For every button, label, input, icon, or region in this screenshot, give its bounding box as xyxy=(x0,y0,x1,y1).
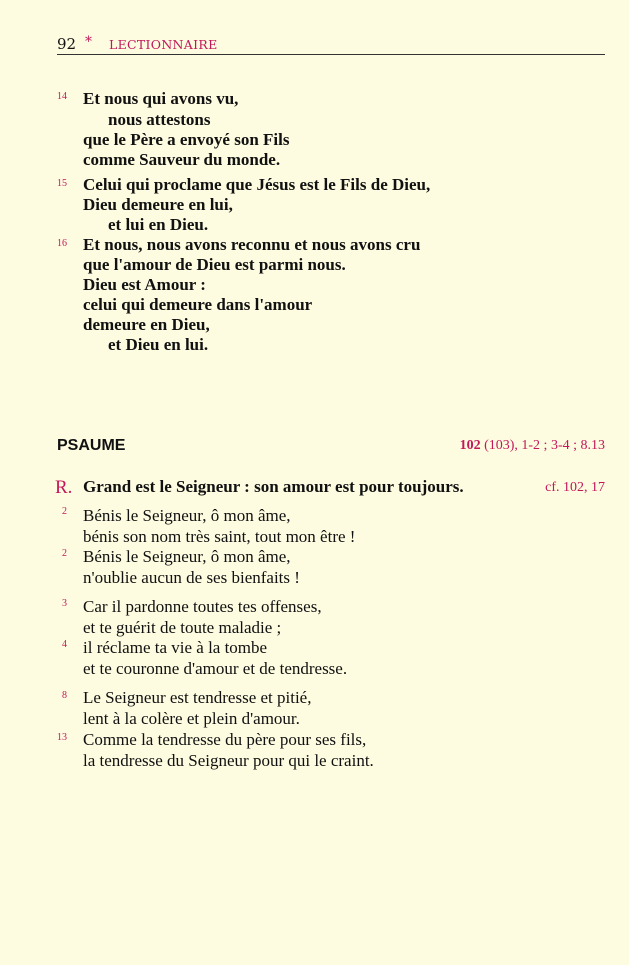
psalm-reference xyxy=(460,438,605,454)
refrain-symbol: R. xyxy=(55,477,73,498)
verse-number: 4 xyxy=(62,639,67,650)
page-number: 92 xyxy=(57,35,77,53)
psalm-line: lent à la colère et plein d'amour. xyxy=(83,709,300,728)
reading-line: comme Sauveur du monde. xyxy=(83,150,281,169)
reading-line: Et nous qui avons vu, xyxy=(83,89,239,108)
running-title: LECTIONNAIRE xyxy=(109,37,218,52)
psalm-ref-main: 102 xyxy=(459,438,481,453)
verse-number: 2 xyxy=(62,506,67,517)
reading-line: et Dieu en lui. xyxy=(108,335,209,354)
psalm-line: et te couronne d'amour et de tendresse. xyxy=(83,659,348,678)
verse-number: 8 xyxy=(62,690,67,701)
psalm-line: il réclame ta vie à la tombe xyxy=(83,638,268,657)
verse-number: 14 xyxy=(57,91,67,102)
reading-line: Dieu est Amour : xyxy=(83,275,206,294)
psalm-line: Bénis le Seigneur, ô mon âme, xyxy=(83,547,291,566)
psalm-line: la tendresse du Seigneur pour qui le craint. xyxy=(83,751,374,770)
reading-line: Et nous, nous avons reconnu et nous avons cru xyxy=(83,235,421,254)
refrain-reference: cf. 102, 17 xyxy=(545,480,605,495)
psalm-line: n'oublie aucun de ses bienfaits ! xyxy=(83,568,300,587)
verse-number: 2 xyxy=(62,548,67,559)
section-title: PSAUME xyxy=(57,437,126,454)
verse-number: 13 xyxy=(57,732,67,743)
reading-line: demeure en Dieu, xyxy=(83,315,210,334)
verse-number: 15 xyxy=(57,178,67,189)
reading-line: Dieu demeure en lui, xyxy=(83,195,233,214)
verse-number: 16 xyxy=(57,238,67,249)
reading-line: que le Père a envoyé son Fils xyxy=(83,130,290,149)
reading-line: que l'amour de Dieu est parmi nous. xyxy=(83,255,346,274)
psalm-line: Comme la tendresse du père pour ses fils, xyxy=(83,730,367,749)
psalm-ref-rest: (103), 1-2 ; 3-4 ; 8.13 xyxy=(484,438,605,453)
psalm-line: Le Seigneur est tendresse et pitié, xyxy=(83,688,312,707)
psalm-line: et te guérit de toute maladie ; xyxy=(83,618,282,637)
reading-line: et lui en Dieu. xyxy=(108,215,209,234)
psalm-line: bénis son nom très saint, tout mon être ! xyxy=(83,527,356,546)
reading-line: nous attestons xyxy=(108,110,211,129)
refrain-text: Grand est le Seigneur : son amour est pour toujours. xyxy=(83,477,464,496)
psalm-line: Bénis le Seigneur, ô mon âme, xyxy=(83,506,291,525)
verse-number: 3 xyxy=(62,598,67,609)
asterisk-mark: * xyxy=(85,34,92,50)
page-header xyxy=(57,32,605,55)
reading-line: celui qui demeure dans l'amour xyxy=(83,295,313,314)
psalm-line: Car il pardonne toutes tes offenses, xyxy=(83,597,322,616)
reading-line: Celui qui proclame que Jésus est le Fils de Dieu, xyxy=(83,175,431,194)
